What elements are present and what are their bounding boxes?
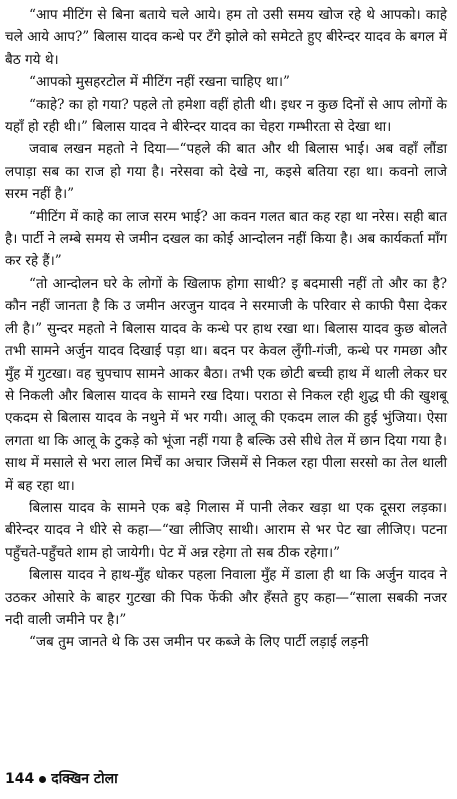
bullet-separator-icon xyxy=(39,776,46,783)
paragraph: जवाब लखन महतो ने दिया—“पहले की बात और थी बिलास भाई। अब वहाँ लौंडा लपाड़ा सब का राज हो गया है। नरेसवा को देखे ना, कइसे बतिया रहा था। कवनो लाजे सरम नहीं है।” xyxy=(5,141,447,203)
page-number: 144 xyxy=(5,771,35,787)
paragraph: “मीटिंग में काहे का लाज सरम भाई? आ कवन गलत बात कह रहा था नरेस। सही बात है। पार्टी ने लम्बे समय से जमीन दखल का कोई आन्दोलन नहीं किया है। अब कार्यकर्ता माँग कर रहे हैं।” xyxy=(5,208,447,270)
paragraph: “आप मीटिंग से बिना बताये चले आये। हम तो उसी समय खोज रहे थे आपको। काहे चले आये आप?” बिलास यादव कन्धे पर टँगे झोले को समेटते हुए बीरेन्दर यादव के बगल में बैठ गये थे। xyxy=(5,7,447,68)
paragraph: बिलास यादव ने हाथ-मुँह धोकर पहला निवाला मुँह में डाला ही था कि अर्जुन यादव ने उठकर ओसारे के बाहर गुटखा की पिक फेंकी और हँसते हुए कहा—“साला सबकी नजर नदी वाली जमीने पर है।” xyxy=(5,567,447,628)
body-text xyxy=(5,4,447,654)
paragraph: “आपको मुसहरटोल में मीटिंग नहीं रखना चाहिए था।” xyxy=(29,74,291,91)
book-title: दक्खिन टोला xyxy=(51,771,118,787)
page-footer xyxy=(5,770,118,788)
paragraph: “तो आन्दोलन घरे के लोगों के खिलाफ होगा साथी? इ बदमासी नहीं तो और का है? कौन नहीं जानता है कि उ जमीन अरजुन यादव ने सरमाजी के परिवार से काफी पैसा देकर ली है।” सुन्दर महतो ने बिलास यादव के कन्धे पर हाथ रखा था। बिलास यादव कुछ बोलते तभी सामने अर्जुन यादव दिखाई पड़ा था। बदन पर केवल लुँगी-गंजी, कन्धे पर गमछा और मुँह में गुटखा। वह चुपचाप सामने आकर बैठा। तभी एक छोटी बच्ची हाथ में थाली लेकर घर से निकली और बिलास यादव के सामने रख दिया। पराठा से निकल रही शुद्ध घी की खुशबू एकदम से बिलास यादव के नथुने में भर गयी। आलू की एकदम लाल की हुई भुंजिया। ऐसा लगता था कि आलू के टुकड़े को भूंजा नहीं गया है बल्कि उसे सीधे तेल में छान दिया गया है। साथ में मसाले से भरा लाल मिर्चें का अचार जिसमें से निकल रहा पीला सरसो का तेल थाली में बह रहा था। xyxy=(5,275,447,494)
paragraph: बिलास यादव के सामने एक बड़े गिलास में पानी लेकर खड़ा था एक दूसरा लड़का। बीरेन्दर यादव ने धीरे से कहा—“खा लीजिए साथी। आराम से भर पेट खा लीजिए। पटना पहुँचते-पहुँचते शाम हो जायेगी। पेट में अन्न रहेगा तो सब ठीक रहेगा।” xyxy=(5,499,447,561)
paragraph: “जब तुम जानते थे कि उस जमीन पर कब्जे के लिए पार्टी लड़ाई लड़नी xyxy=(29,634,369,651)
paragraph: “काहे? का हो गया? पहले तो हमेशा वहीं होती थी। इधर न कुछ दिनों से आप लोगों के यहाँ हो रही थी।” बिलास यादव ने बीरेन्दर यादव का चेहरा गम्भीरता से देखा था। xyxy=(5,96,447,136)
